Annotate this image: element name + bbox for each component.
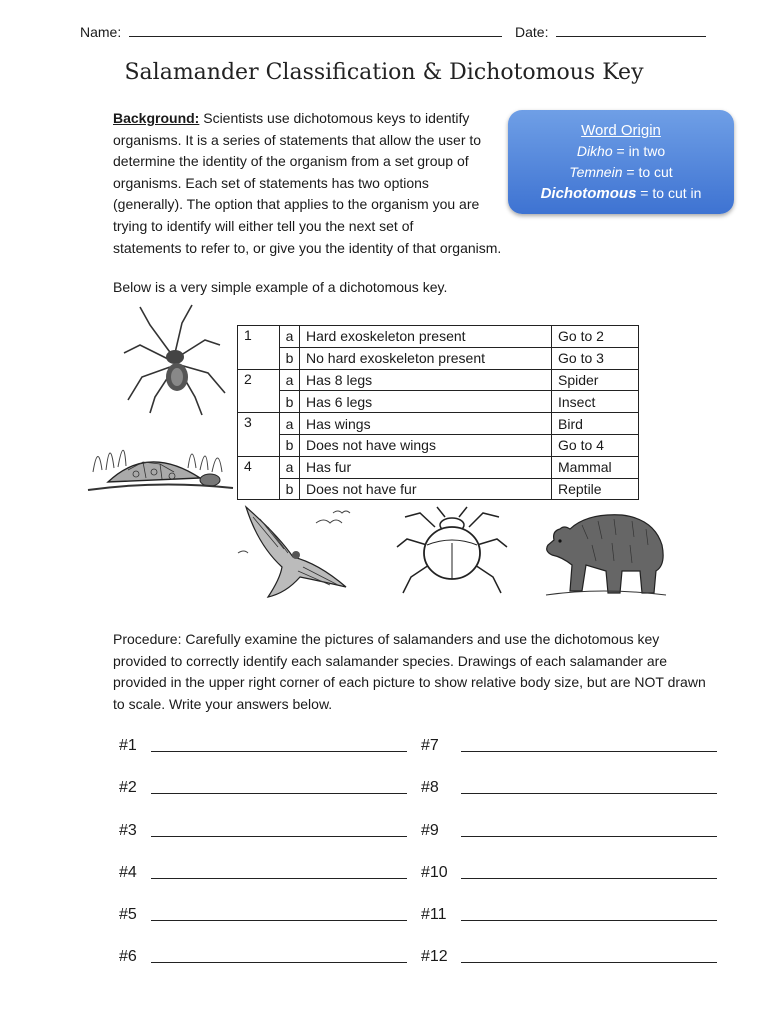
key-letter: a — [280, 456, 300, 478]
beetle-drawing — [395, 505, 510, 595]
answer-line[interactable] — [151, 792, 407, 794]
key-step-number: 1 — [238, 326, 280, 370]
key-letter: b — [280, 434, 300, 456]
answer-label: #1 — [119, 737, 137, 754]
answer-line[interactable] — [461, 919, 717, 921]
key-result: Insect — [552, 391, 639, 413]
answer-label: #4 — [119, 864, 137, 881]
key-step-number: 3 — [238, 413, 280, 457]
answer-label: #6 — [119, 948, 137, 965]
answer-line[interactable] — [151, 919, 407, 921]
key-row — [238, 413, 639, 435]
word-origin-title: Word Origin — [581, 122, 661, 139]
name-label: Name: — [80, 24, 122, 40]
key-statement: Has 6 legs — [300, 391, 552, 413]
key-result: Reptile — [552, 478, 639, 500]
turtle-drawing — [88, 432, 233, 497]
answer-line[interactable] — [461, 961, 717, 963]
answer-line[interactable] — [151, 835, 407, 837]
key-row — [238, 347, 639, 369]
word-origin-box — [508, 110, 734, 214]
bear-drawing — [542, 505, 667, 597]
answer-label: #11 — [421, 906, 447, 923]
word-origin-line-2 — [508, 162, 734, 183]
key-statement: Does not have wings — [300, 434, 552, 456]
answer-label: #5 — [119, 906, 137, 923]
answer-label: #10 — [421, 864, 448, 881]
answer-label: #3 — [119, 822, 137, 839]
procedure-text: Procedure: Carefully examine the pictures of salamanders and use the dichotomous key provided to correctly identify each salamander species. Drawings of each salamander are provided in the upper right corner of each picture to show relative body size, but are NOT drawn to scale. Write your answers below. — [113, 631, 706, 712]
answer-line[interactable] — [461, 792, 717, 794]
answer-label: #7 — [421, 737, 439, 754]
key-result: Spider — [552, 369, 639, 391]
word-dikho: Dikho — [576, 143, 613, 159]
dichotomous-key-table — [237, 325, 639, 500]
answer-line[interactable] — [151, 750, 407, 752]
answer-label: #12 — [421, 948, 448, 965]
header-line — [80, 22, 706, 40]
key-letter: b — [280, 391, 300, 413]
key-result: Bird — [552, 413, 639, 435]
word-dichotomous-meaning: = to cut in — [636, 185, 702, 201]
name-field[interactable] — [129, 22, 502, 37]
key-result: Go to 2 — [552, 326, 639, 348]
key-statement: Hard exoskeleton present — [300, 326, 552, 348]
key-statement: Has wings — [300, 413, 552, 435]
key-row — [238, 369, 639, 391]
answer-line[interactable] — [461, 750, 717, 752]
key-row — [238, 391, 639, 413]
word-dichotomous: Dichotomous — [540, 185, 637, 202]
key-step-number: 2 — [238, 369, 280, 413]
key-row — [238, 456, 639, 478]
background-text: Scientists use dichotomous keys to identify organisms. It is a series of statements that allow the user to determine the identity of the organism from a set group of organisms. Each set of statements has two options (generally). The option that applies to the organism you are trying to identify will either tell you the next set of statements to refer to, or give you the identity of that organism. — [113, 110, 502, 256]
key-result: Go to 4 — [552, 434, 639, 456]
key-statement: Has fur — [300, 456, 552, 478]
key-statement: Does not have fur — [300, 478, 552, 500]
word-temnein-meaning: = to cut — [622, 164, 673, 180]
answer-line[interactable] — [151, 877, 407, 879]
key-row — [238, 434, 639, 456]
key-letter: a — [280, 413, 300, 435]
key-statement: Has 8 legs — [300, 369, 552, 391]
word-origin-line-1 — [508, 141, 734, 162]
answer-line[interactable] — [461, 835, 717, 837]
hawk-drawing — [238, 505, 353, 600]
key-row — [238, 478, 639, 500]
answer-label: #9 — [421, 822, 439, 839]
word-dikho-meaning: = in two — [612, 143, 666, 159]
key-letter: b — [280, 347, 300, 369]
word-origin-line-3 — [508, 183, 734, 204]
key-letter: a — [280, 369, 300, 391]
key-step-number: 4 — [238, 456, 280, 500]
key-letter: a — [280, 326, 300, 348]
answer-label: #8 — [421, 779, 439, 796]
background-label: Background: — [113, 110, 200, 126]
key-row — [238, 326, 639, 348]
date-field[interactable] — [556, 22, 706, 37]
key-letter: b — [280, 478, 300, 500]
key-result: Go to 3 — [552, 347, 639, 369]
answer-label: #2 — [119, 779, 137, 796]
key-result: Mammal — [552, 456, 639, 478]
answer-line[interactable] — [461, 877, 717, 879]
answer-line[interactable] — [151, 961, 407, 963]
example-intro: Below is a very simple example of a dichotomous key. — [113, 279, 448, 295]
spider-drawing — [120, 305, 230, 415]
page-title: Salamander Classification & Dichotomous Key — [124, 60, 644, 85]
date-label: Date: — [515, 24, 549, 40]
key-statement: No hard exoskeleton present — [300, 347, 552, 369]
word-temnein: Temnein — [569, 164, 623, 180]
